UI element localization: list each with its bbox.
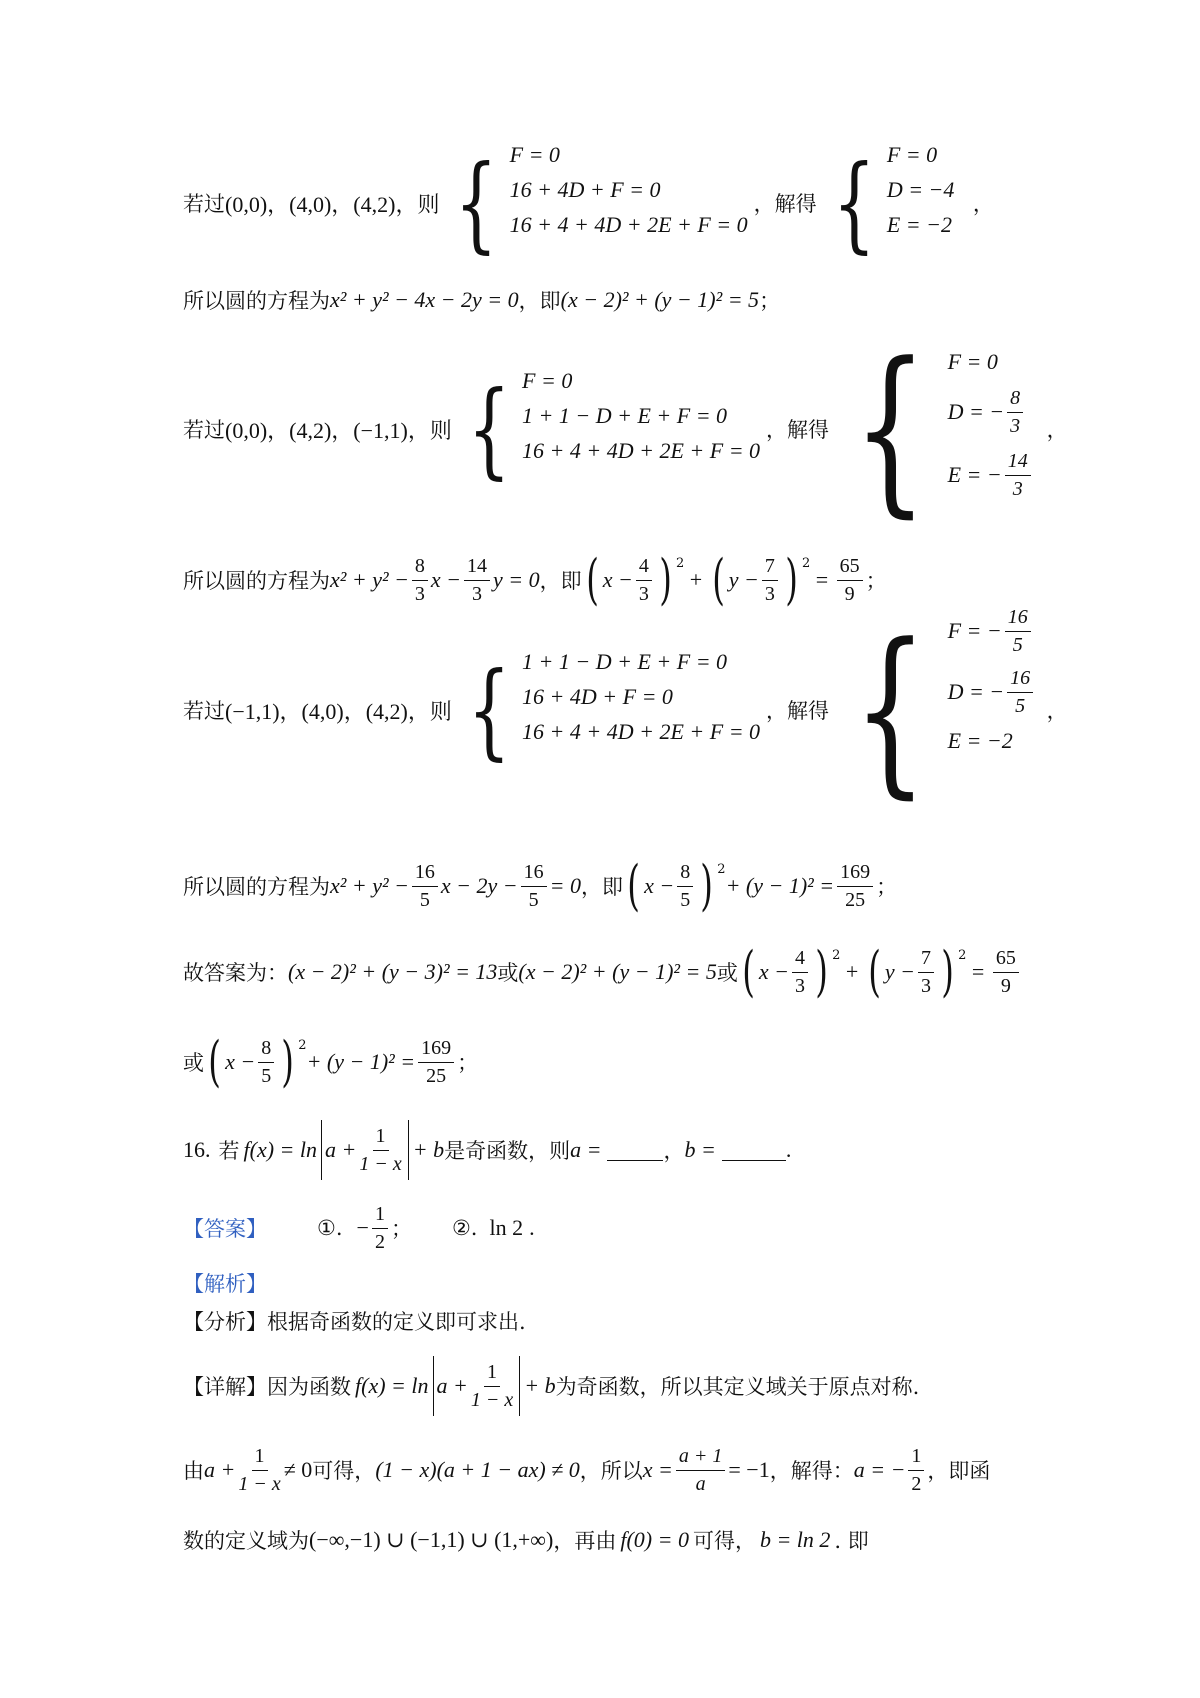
final-answer-line: 故答案为： (x − 2)² + (y − 3)² = 13 或 (x − 2)² + (y − 1)² = 5 或 ( x − $\frac{4}{3}$ ) 2 + ( y − $\frac{7}{3}$ ) 2 = $\frac{65}{9}$	[183, 940, 1022, 1004]
text: ，解得：	[769, 1459, 854, 1483]
eq-part: b = ln 2	[759, 1527, 831, 1552]
abs-value	[321, 1120, 409, 1180]
eq-part: (x − 2)² + (y − 1)² = 5	[518, 959, 717, 984]
fraction: $\frac{65}{9}$	[837, 555, 863, 606]
fraction: $\frac{169}{25}$	[418, 1037, 454, 1088]
eq-part: a +	[204, 1457, 236, 1482]
fraction: $\frac{8}{5}$	[258, 1037, 274, 1088]
fenxi-line	[183, 1306, 526, 1336]
case-1-system: { F = 0 16 + 4D + F = 0 16 + 4 + 4D + 2E + F = 0	[455, 142, 748, 264]
solution-fraction: $\frac{16}{5}$	[1007, 667, 1033, 718]
fraction: $\frac{4}{3}$	[792, 947, 808, 998]
case-3-solve-label: ，解得	[766, 699, 830, 723]
analysis-label: 【解析】	[183, 1272, 267, 1296]
domain-expr: (−∞,−1) ∪ (−1,1) ∪ (1,+∞)	[309, 1527, 554, 1552]
case-2-line	[183, 324, 1068, 534]
solution-fraction: $\frac{16}{5}$	[1005, 606, 1031, 657]
solution-lhs: F = −	[947, 618, 1002, 643]
circle-eq-1-line	[183, 282, 780, 318]
eq-part: + (y − 1)² =	[725, 873, 835, 898]
system-row: 1 + 1 − D + E + F = 0	[522, 403, 728, 428]
eq-part: x −	[602, 567, 633, 592]
case-1-solution: { F = 0 D = −4 E = −2	[821, 142, 969, 264]
solution-lhs: D = −	[947, 399, 1005, 424]
final-answer-line-2: 或 ( x − $\frac{8}{5}$ ) 2 + (y − 1)² = $\frac{169}{25}$ ；	[183, 1030, 479, 1093]
solution-row: E = −2	[886, 212, 952, 237]
punct: ；	[390, 1217, 412, 1241]
text: 可得，	[312, 1459, 376, 1483]
xiangjie-line	[183, 1356, 919, 1416]
question-text: 若	[218, 1139, 240, 1163]
solution-fraction: $\frac{14}{3}$	[1005, 450, 1031, 501]
case-1-tail: ，	[972, 192, 994, 216]
eq-part: a =	[570, 1137, 602, 1162]
circle-eq-standard: (x − 2)² + (y − 1)² = 5	[560, 287, 760, 312]
eq-part: + (y − 1)² =	[306, 1049, 416, 1074]
eq-part: (x − 2)² + (y − 3)² = 13	[288, 959, 498, 984]
case-3-lead: 若过	[183, 699, 225, 723]
derivation-line-1	[183, 1440, 990, 1500]
answer-circle-1: ①.	[317, 1216, 343, 1240]
punct: .	[785, 1137, 792, 1162]
case-1-solve-label: ，解得	[753, 192, 817, 216]
eq-part: x −	[758, 959, 790, 984]
system-row: 16 + 4 + 4D + 2E + F = 0	[509, 212, 748, 237]
fraction: $\frac{1}{1 - x}$	[359, 1124, 402, 1175]
system-row: F = 0	[509, 142, 560, 167]
analysis-line	[183, 1268, 267, 1298]
case-3-tail: ，	[1046, 699, 1068, 723]
eq-part: ≠ 0	[283, 1457, 313, 1482]
circle-eq-end: ；	[759, 289, 781, 313]
eq-part: f(0) = 0	[620, 1527, 689, 1552]
eq-part: b =	[684, 1137, 716, 1162]
case-2-lead: 若过	[183, 418, 225, 442]
eq-part: a +	[436, 1373, 468, 1398]
system-row: 1 + 1 − D + E + F = 0	[522, 649, 728, 674]
answer-blank-b[interactable]	[722, 1140, 786, 1161]
xiangjie-text: 为奇函数，所以其定义域关于原点对称.	[555, 1375, 920, 1399]
solution-lhs: E = −	[947, 462, 1002, 487]
eq-part: + b	[412, 1137, 445, 1162]
system-row: 16 + 4D + F = 0	[509, 177, 661, 202]
system-row: 16 + 4 + 4D + 2E + F = 0	[522, 438, 761, 463]
eq-part: x² + y² −	[330, 873, 409, 898]
eq-part: y −	[884, 959, 916, 984]
eq-part: (1 − x)(a + 1 − ax) ≠ 0	[375, 1457, 580, 1482]
punct: ，	[663, 1139, 685, 1163]
punct: .	[529, 1215, 535, 1240]
solution-row	[948, 450, 1043, 501]
solution-row: D = −4	[886, 177, 955, 202]
case-3-system: { 1 + 1 − D + E + F = 0 16 + 4D + F = 0 16 + 4 + 4D + 2E + F = 0	[467, 649, 761, 771]
circle-eq-2-line: 所以圆的方程为 x² + y² − $\frac{8}{3}$ x − $\frac{14}{3}$ y = 0 ，即 ( x − $\frac{4}{3}$ ) 2 + ( y − $\frac{7}{3}$ ) 2 = $\frac{65}{9}$ ；	[183, 548, 887, 611]
fraction: $\frac{16}{5}$	[412, 861, 438, 912]
text: 可得，	[692, 1529, 756, 1553]
circle-eq-general: x² + y² − 4x − 2y = 0	[330, 287, 519, 312]
circle-eq-conj: ，即	[581, 875, 624, 899]
case-3-points: (−1,1)，(4,0)，(4,2)，则	[225, 698, 452, 724]
eq-part: x −	[225, 1049, 256, 1074]
eq-part: x −	[644, 873, 675, 898]
eq-part: x² + y² −	[330, 567, 409, 592]
answer-value-2: ln 2	[489, 1215, 524, 1240]
circle-eq-end: ；	[876, 875, 898, 899]
fraction: $\frac{8}{3}$	[412, 555, 428, 606]
case-2-system: { F = 0 1 + 1 − D + E + F = 0 16 + 4 + 4D + 2E + F = 0	[467, 368, 761, 490]
text: ，再由	[553, 1529, 617, 1553]
circle-eq-end: ；	[865, 569, 887, 593]
system-row: 16 + 4D + F = 0	[522, 684, 673, 709]
eq-part: y = 0	[493, 567, 540, 592]
solution-row	[948, 606, 1043, 657]
fraction: $\frac{16}{5}$	[521, 861, 547, 912]
answer-line	[183, 1200, 535, 1256]
circle-eq-end: ；	[457, 1051, 479, 1075]
fraction: $\frac{7}{3}$	[918, 947, 934, 998]
or-word: 或	[716, 961, 738, 985]
eq-part: y −	[728, 567, 759, 592]
fenxi-label: 【分析】	[183, 1310, 267, 1334]
solution-row: E = −2	[947, 727, 1013, 753]
text: ，即函	[927, 1459, 991, 1483]
circle-eq-label: 所以圆的方程为	[183, 569, 330, 593]
eq-part: a = −	[853, 1457, 906, 1482]
answer-value-1: −	[356, 1215, 369, 1240]
fraction: $\frac{1}{2}$	[372, 1203, 388, 1254]
circle-eq-conj: ，即	[539, 569, 582, 593]
answer-circle-2: ②.	[451, 1216, 478, 1240]
answer-blank-a[interactable]	[607, 1140, 663, 1161]
xiangjie-label: 【详解】	[183, 1375, 267, 1399]
text: 由	[183, 1459, 204, 1483]
eq-part: = 0	[549, 873, 582, 898]
question-text: 是奇函数，则	[444, 1139, 571, 1163]
fenxi-text: 根据奇函数的定义即可求出.	[267, 1310, 526, 1334]
fraction: $\frac{4}{3}$	[636, 555, 652, 606]
fraction: $\frac{8}{5}$	[677, 861, 693, 912]
text: 数的定义域为	[183, 1529, 309, 1553]
text: . 即	[834, 1529, 869, 1553]
solution-lhs: D = −	[947, 679, 1005, 704]
eq-part: x −	[430, 567, 462, 592]
or-word: 或	[183, 1051, 204, 1075]
fraction: $\frac{a + 1}{a}$	[676, 1445, 726, 1496]
circle-eq-label: 所以圆的方程为	[183, 875, 330, 899]
case-3-line	[183, 605, 1068, 815]
solution-fraction: $\frac{8}{3}$	[1007, 387, 1023, 438]
answer-label: 【答案】	[183, 1217, 267, 1241]
solution-row: F = 0	[947, 348, 998, 374]
abs-value	[433, 1356, 521, 1416]
case-1-line	[183, 142, 994, 264]
fraction: $\frac{14}{3}$	[464, 555, 490, 606]
case-1-lead: 若过	[183, 192, 225, 216]
eq-part: x =	[642, 1457, 673, 1482]
fraction: $\frac{65}{9}$	[993, 947, 1019, 998]
final-answer-label: 故答案为：	[183, 961, 288, 985]
eq-part: + b	[524, 1373, 556, 1398]
fraction: $\frac{1}{2}$	[908, 1445, 924, 1496]
fraction: $\frac{169}{25}$	[837, 861, 873, 912]
solution-row	[948, 387, 1043, 438]
circle-eq-3-line: 所以圆的方程为 x² + y² − $\frac{16}{5}$ x − 2y − $\frac{16}{5}$ = 0 ，即 ( x − $\frac{8}{5}$ ) 2 + (y − 1)² = $\frac{169}{25}$ ；	[183, 854, 898, 917]
eq-part: f(x) = ln	[355, 1373, 429, 1398]
system-row: F = 0	[522, 368, 573, 393]
case-2-solve-label: ，解得	[766, 418, 830, 442]
fraction: $\frac{1}{1 - x}$	[470, 1360, 514, 1411]
or-word: 或	[497, 961, 519, 985]
eq-part: = −1	[728, 1457, 770, 1482]
system-row: 16 + 4 + 4D + 2E + F = 0	[522, 719, 761, 744]
fraction: $\frac{7}{3}$	[762, 555, 778, 606]
case-2-points: (0,0)，(4,2)，(−1,1)，则	[225, 417, 452, 443]
case-3-solution: { F = − $\frac{16}{5}$ D = − $\frac{16}{5}$ E = −2	[833, 606, 1043, 815]
case-2-tail: ，	[1046, 418, 1068, 442]
solution-row	[948, 667, 1043, 718]
solution-row: F = 0	[886, 142, 938, 167]
eq-part: a +	[325, 1137, 357, 1162]
case-1-points: (0,0)，(4,0)，(4,2)，则	[225, 191, 440, 217]
circle-eq-label: 所以圆的方程为	[183, 289, 330, 313]
eq-part: x − 2y −	[440, 873, 518, 898]
question-number: 16.	[183, 1137, 211, 1162]
question-16	[183, 1120, 791, 1180]
fraction: $\frac{1}{1 - x}$	[238, 1444, 281, 1495]
eq-part: f(x) = ln	[243, 1137, 317, 1162]
text: ，所以	[579, 1459, 643, 1483]
circle-eq-conj: ，即	[518, 289, 561, 313]
case-2-solution: { F = 0 D = − $\frac{8}{3}$ E = − $\frac{14}{3}$	[833, 325, 1043, 534]
derivation-line-2	[183, 1522, 869, 1558]
xiangjie-text: 因为函数	[267, 1375, 351, 1399]
